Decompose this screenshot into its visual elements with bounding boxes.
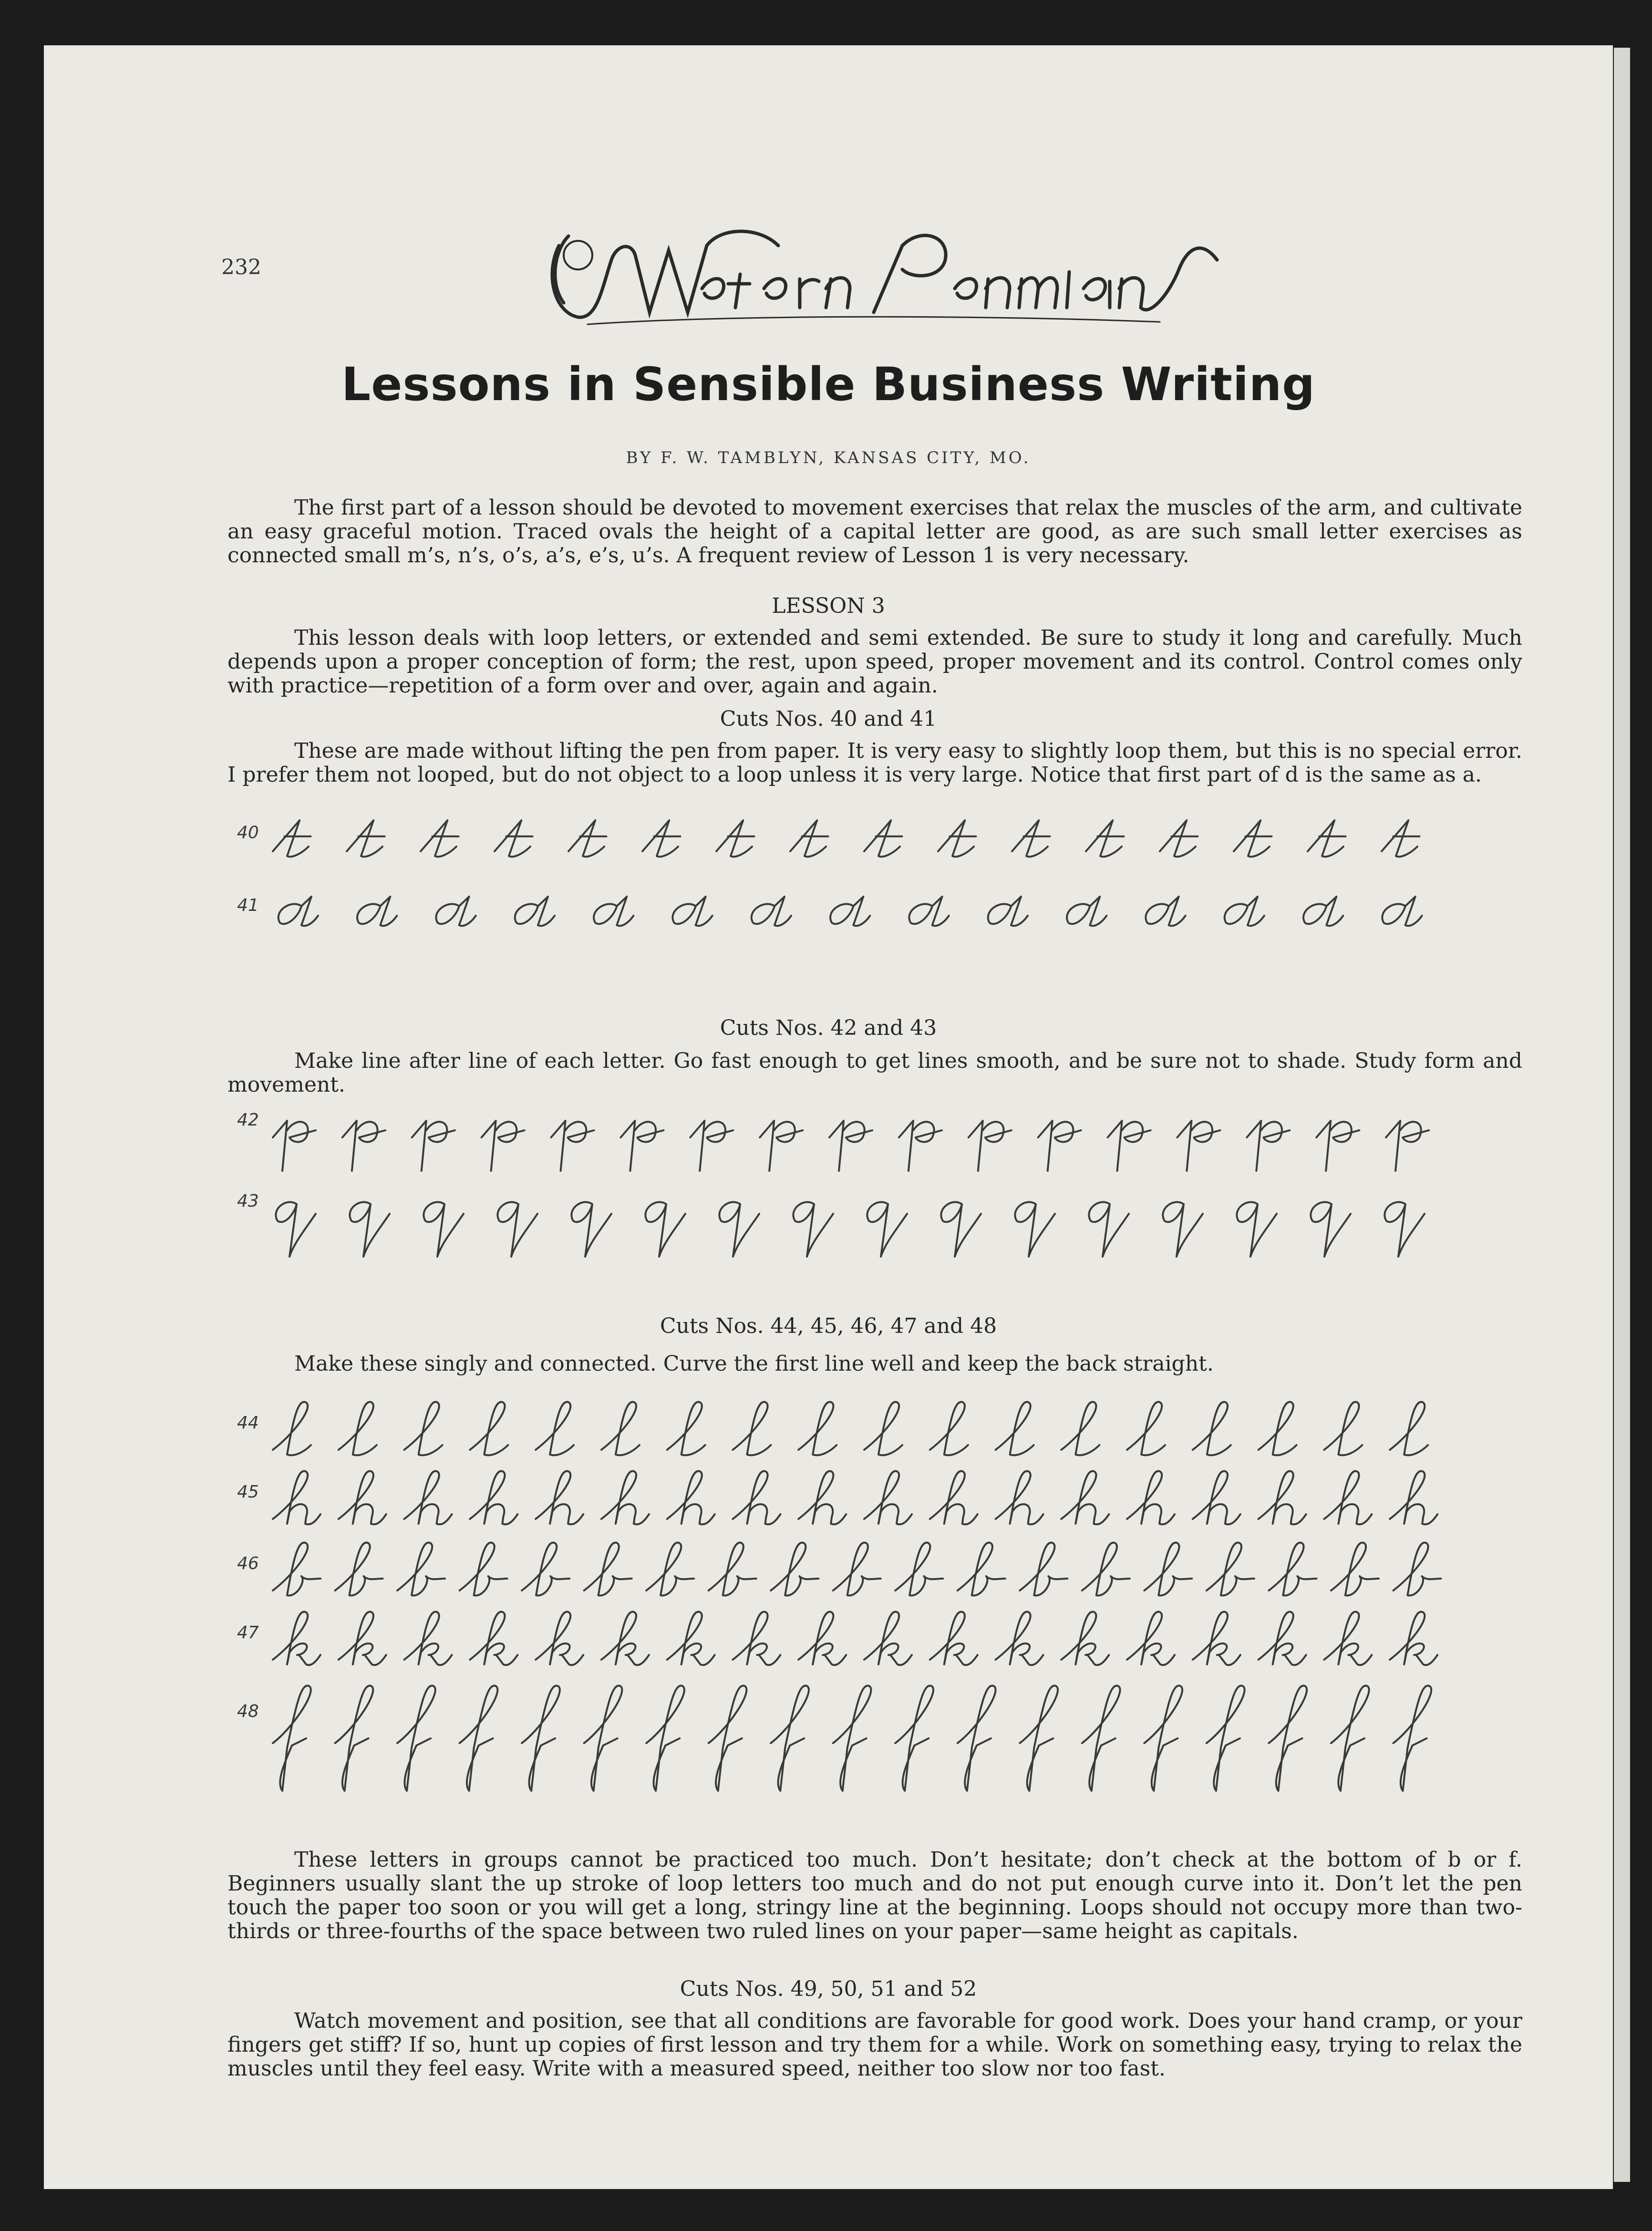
script-letter-t bbox=[938, 820, 976, 857]
script-letter-k bbox=[536, 1612, 583, 1665]
script-letter-h bbox=[273, 1471, 320, 1525]
specimen-row-q bbox=[237, 1191, 1425, 1257]
script-letter-h bbox=[601, 1471, 649, 1525]
lesson-paragraph: This lesson deals with loop letters, or extended and semi extended. Be sure to study it long and carefully. Much depends upon a proper conception of form; the rest, upon speed, proper movement and its control. Control comes only with practice—repetition of a form over and over, again and again. bbox=[227, 626, 1522, 698]
cuts-44-48-heading: Cuts Nos. 44, 45, 46, 47 and 48 bbox=[660, 1314, 997, 1338]
script-letter-d bbox=[1303, 897, 1343, 926]
script-letter-b bbox=[1082, 1543, 1130, 1596]
script-letter-p bbox=[412, 1121, 455, 1171]
script-letter-k bbox=[1127, 1612, 1175, 1665]
specimen-row-d bbox=[237, 896, 1422, 926]
script-letter-p bbox=[829, 1121, 872, 1171]
script-letter-p bbox=[1316, 1121, 1359, 1171]
script-letter-t bbox=[1308, 820, 1345, 857]
script-letter-b bbox=[646, 1543, 694, 1596]
script-letter-q bbox=[1015, 1202, 1055, 1257]
script-letter-t bbox=[716, 820, 754, 857]
specimen-row-p bbox=[237, 1110, 1429, 1171]
script-letter-d bbox=[1382, 897, 1422, 926]
script-letter-f bbox=[1207, 1686, 1245, 1791]
script-letter-d bbox=[357, 897, 397, 926]
script-letter-t bbox=[1382, 820, 1419, 857]
script-letter-b bbox=[833, 1543, 881, 1596]
specimen-row-h bbox=[237, 1471, 1437, 1525]
script-letter-h bbox=[798, 1471, 846, 1525]
script-letter-k bbox=[339, 1612, 386, 1665]
script-letter-b bbox=[1144, 1543, 1192, 1596]
script-letter-h bbox=[733, 1471, 780, 1525]
specimen-row-b bbox=[237, 1543, 1441, 1596]
script-letter-h bbox=[404, 1471, 452, 1525]
script-letter-p bbox=[760, 1121, 803, 1171]
cut-number-label: 42 bbox=[237, 1110, 259, 1130]
script-letter-l bbox=[601, 1402, 640, 1456]
lesson-heading: LESSON 3 bbox=[772, 594, 885, 618]
script-letter-d bbox=[436, 897, 475, 926]
script-letter-t bbox=[1086, 820, 1124, 857]
script-letter-k bbox=[470, 1612, 517, 1665]
script-letter-d bbox=[1225, 897, 1264, 926]
script-letter-b bbox=[709, 1543, 756, 1596]
script-letter-k bbox=[930, 1612, 978, 1665]
script-letter-f bbox=[833, 1686, 871, 1791]
script-letter-d bbox=[594, 897, 633, 926]
script-letter-t bbox=[1160, 820, 1198, 857]
script-letter-l bbox=[536, 1402, 574, 1456]
script-letter-b bbox=[273, 1543, 320, 1596]
script-letter-l bbox=[996, 1402, 1034, 1456]
next-page-edge bbox=[1614, 48, 1630, 2182]
script-letter-p bbox=[1108, 1121, 1151, 1171]
script-letter-p bbox=[690, 1121, 733, 1171]
script-letter-d bbox=[515, 897, 555, 926]
script-letter-f bbox=[1269, 1686, 1307, 1791]
script-letter-t bbox=[273, 820, 310, 857]
cut-number-label: 46 bbox=[237, 1554, 259, 1573]
specimen-row-k bbox=[237, 1612, 1437, 1665]
script-letter-l bbox=[273, 1402, 311, 1456]
script-letter-b bbox=[522, 1543, 569, 1596]
script-letter-t bbox=[790, 820, 828, 857]
script-letter-f bbox=[584, 1686, 622, 1791]
script-letter-t bbox=[495, 820, 532, 857]
script-letter-q bbox=[423, 1202, 464, 1257]
script-letter-t bbox=[421, 820, 458, 857]
script-letter-h bbox=[1390, 1471, 1437, 1525]
script-letter-t bbox=[568, 820, 606, 857]
book-page bbox=[44, 45, 1613, 2189]
script-letter-h bbox=[1127, 1471, 1175, 1525]
byline: BY F. W. TAMBLYN, KANSAS CITY, MO. bbox=[626, 448, 1031, 467]
script-letter-f bbox=[771, 1686, 809, 1791]
script-letter-b bbox=[1393, 1543, 1441, 1596]
script-letter-d bbox=[830, 897, 870, 926]
script-letter-d bbox=[752, 897, 791, 926]
script-letter-l bbox=[667, 1402, 705, 1456]
script-letter-f bbox=[709, 1686, 747, 1791]
script-letter-h bbox=[864, 1471, 912, 1525]
script-letter-f bbox=[397, 1686, 435, 1791]
script-letter-t bbox=[642, 820, 680, 857]
western-penman-logo bbox=[540, 217, 1236, 336]
cuts-49-52-paragraph: Watch movement and position, see that all conditions are favorable for good work. Does your hand cramp, or your fingers get stiff? If so, hunt up copies of first lesson and try them for a while. Work on something easy, trying to relax the muscles until they feel easy. Write with a measured speed, neither too slow nor too fast. bbox=[227, 2009, 1522, 2081]
script-letter-t bbox=[1012, 820, 1050, 857]
script-letter-p bbox=[342, 1121, 385, 1171]
script-letter-f bbox=[1082, 1686, 1120, 1791]
script-letter-q bbox=[1384, 1202, 1425, 1257]
script-letter-h bbox=[470, 1471, 517, 1525]
cuts-40-41-heading: Cuts Nos. 40 and 41 bbox=[720, 707, 937, 731]
script-letter-k bbox=[1259, 1612, 1306, 1665]
script-letter-f bbox=[273, 1686, 311, 1791]
script-letter-l bbox=[864, 1402, 902, 1456]
script-letter-d bbox=[279, 897, 318, 926]
script-letter-h bbox=[536, 1471, 583, 1525]
script-letter-l bbox=[1390, 1402, 1428, 1456]
script-letter-k bbox=[1061, 1612, 1109, 1665]
script-letter-d bbox=[672, 897, 712, 926]
cut-number-label: 43 bbox=[237, 1191, 259, 1211]
script-letter-h bbox=[930, 1471, 978, 1525]
cuts-40-41-paragraph: These are made without lifting the pen from paper. It is very easy to slightly loop them, but this is no special error. I prefer them not looped, but do not object to a loop unless it is very large. Notice that first part of d is the same as a. bbox=[227, 739, 1522, 787]
script-letter-f bbox=[895, 1686, 933, 1791]
script-letter-h bbox=[1259, 1471, 1306, 1525]
page-number: 232 bbox=[221, 255, 261, 279]
script-letter-k bbox=[864, 1612, 912, 1665]
script-letter-l bbox=[733, 1402, 771, 1456]
script-letter-l bbox=[1061, 1402, 1099, 1456]
script-letter-l bbox=[1193, 1402, 1231, 1456]
groups-paragraph: These letters in groups cannot be practiced too much. Don’t hesitate; don’t check at the bottom of b or f. Beginners usually slant the up stroke of loop letters too much and do not put enough curve into it. Don’t let the pen touch the paper too soon or you will get a long, stringy line at the beginning. Loops should not occupy more than two-thirds or three-fourths of the space between two ruled lines on your paper—same height as capitals. bbox=[227, 1848, 1522, 1943]
cut-number-label: 47 bbox=[237, 1623, 259, 1642]
script-letter-q bbox=[719, 1202, 759, 1257]
script-letter-l bbox=[1259, 1402, 1297, 1456]
script-letter-d bbox=[988, 897, 1028, 926]
script-letter-q bbox=[276, 1202, 316, 1257]
script-letter-k bbox=[798, 1612, 846, 1665]
script-letter-h bbox=[339, 1471, 386, 1525]
script-letter-h bbox=[667, 1471, 715, 1525]
script-letter-q bbox=[941, 1202, 981, 1257]
script-letter-f bbox=[460, 1686, 498, 1791]
script-letter-k bbox=[1390, 1612, 1437, 1665]
script-letter-q bbox=[1163, 1202, 1203, 1257]
script-letter-d bbox=[1067, 897, 1106, 926]
script-letter-k bbox=[601, 1612, 649, 1665]
cuts-42-43-paragraph: Make line after line of each letter. Go fast enough to get lines smooth, and be sure not to shade. Study form and movement. bbox=[227, 1049, 1522, 1097]
script-letter-h bbox=[1061, 1471, 1109, 1525]
script-letter-l bbox=[1127, 1402, 1165, 1456]
script-letter-b bbox=[397, 1543, 445, 1596]
script-letter-p bbox=[620, 1121, 663, 1171]
specimen-row-t bbox=[237, 820, 1419, 857]
cut-number-label: 45 bbox=[237, 1482, 259, 1502]
script-letter-f bbox=[1020, 1686, 1058, 1791]
script-letter-h bbox=[996, 1471, 1043, 1525]
script-letter-d bbox=[1146, 897, 1185, 926]
script-letter-p bbox=[1247, 1121, 1290, 1171]
script-letter-q bbox=[571, 1202, 611, 1257]
script-letter-d bbox=[909, 897, 949, 926]
script-letter-k bbox=[1324, 1612, 1372, 1665]
script-letter-k bbox=[1193, 1612, 1240, 1665]
script-letter-k bbox=[733, 1612, 780, 1665]
script-letter-t bbox=[347, 820, 384, 857]
script-letter-h bbox=[1193, 1471, 1240, 1525]
script-letter-b bbox=[895, 1543, 943, 1596]
script-letter-b bbox=[771, 1543, 818, 1596]
script-letter-f bbox=[958, 1686, 996, 1791]
script-letter-p bbox=[482, 1121, 525, 1171]
script-letter-k bbox=[667, 1612, 715, 1665]
script-letter-p bbox=[969, 1121, 1012, 1171]
script-letter-k bbox=[404, 1612, 452, 1665]
script-letter-l bbox=[404, 1402, 443, 1456]
script-letter-f bbox=[335, 1686, 373, 1791]
script-letter-p bbox=[1038, 1121, 1081, 1171]
script-letter-f bbox=[1331, 1686, 1369, 1791]
script-letter-l bbox=[798, 1402, 836, 1456]
script-letter-f bbox=[646, 1686, 684, 1791]
script-letter-f bbox=[1393, 1686, 1431, 1791]
script-letter-b bbox=[1207, 1543, 1254, 1596]
cut-number-label: 41 bbox=[237, 896, 259, 915]
script-letter-l bbox=[930, 1402, 968, 1456]
script-letter-b bbox=[1020, 1543, 1067, 1596]
script-letter-t bbox=[864, 820, 902, 857]
script-letter-l bbox=[339, 1402, 377, 1456]
script-letter-b bbox=[1269, 1543, 1316, 1596]
intro-paragraph: The first part of a lesson should be devoted to movement exercises that relax the muscles of the arm, and cultivate an easy graceful motion. Traced ovals the height of a capital letter are good, as are such small letter exercises as connected small m’s, n’s, o’s, a’s, e’s, u’s. A frequent review of Lesson 1 is very necessary. bbox=[227, 496, 1522, 568]
script-letter-p bbox=[1177, 1121, 1220, 1171]
script-letter-q bbox=[497, 1202, 537, 1257]
script-letter-f bbox=[1144, 1686, 1182, 1791]
cuts-44-48-paragraph: Make these singly and connected. Curve the first line well and keep the back straight. bbox=[294, 1352, 1214, 1376]
article-title: Lessons in Sensible Business Writing bbox=[341, 358, 1315, 411]
script-letter-k bbox=[996, 1612, 1043, 1665]
script-letter-l bbox=[1324, 1402, 1362, 1456]
script-letter-p bbox=[1386, 1121, 1429, 1171]
script-letter-l bbox=[470, 1402, 508, 1456]
cut-number-label: 40 bbox=[237, 823, 259, 843]
script-letter-b bbox=[958, 1543, 1005, 1596]
script-letter-q bbox=[1311, 1202, 1351, 1257]
script-letter-q bbox=[1089, 1202, 1129, 1257]
script-letter-q bbox=[867, 1202, 907, 1257]
specimen-row-f bbox=[237, 1686, 1431, 1791]
cut-number-label: 48 bbox=[237, 1702, 259, 1721]
cut-number-label: 44 bbox=[237, 1413, 259, 1433]
script-letter-b bbox=[460, 1543, 507, 1596]
cuts-42-43-heading: Cuts Nos. 42 and 43 bbox=[720, 1016, 937, 1040]
script-letter-q bbox=[350, 1202, 390, 1257]
script-letter-q bbox=[1237, 1202, 1277, 1257]
script-letter-p bbox=[551, 1121, 594, 1171]
specimen-row-l bbox=[237, 1402, 1428, 1456]
script-letter-b bbox=[1331, 1543, 1379, 1596]
script-letter-t bbox=[1234, 820, 1271, 857]
script-letter-h bbox=[1324, 1471, 1372, 1525]
script-letter-b bbox=[335, 1543, 383, 1596]
cuts-49-52-heading: Cuts Nos. 49, 50, 51 and 52 bbox=[680, 1977, 977, 2001]
script-letter-b bbox=[584, 1543, 632, 1596]
script-letter-q bbox=[645, 1202, 685, 1257]
script-letter-p bbox=[899, 1121, 942, 1171]
script-letter-p bbox=[273, 1121, 316, 1171]
script-letter-f bbox=[522, 1686, 560, 1791]
script-letter-q bbox=[793, 1202, 833, 1257]
script-letter-k bbox=[273, 1612, 320, 1665]
